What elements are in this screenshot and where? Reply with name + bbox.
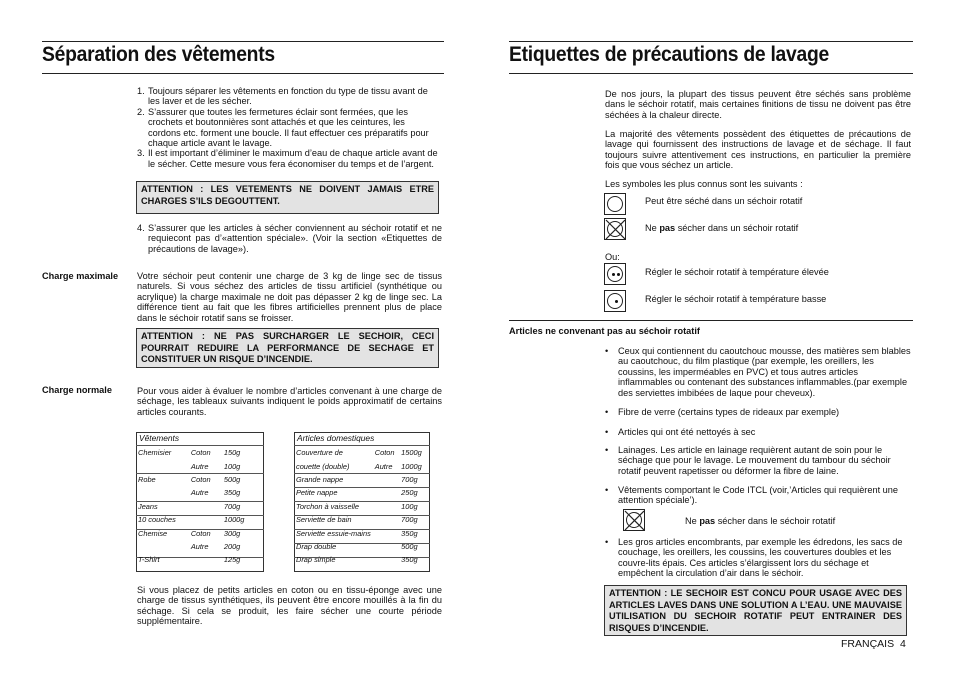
table-row: Drap simple 350g — [296, 555, 418, 565]
preparation-list — [137, 86, 440, 169]
table-row: Autre 200g — [190, 541, 241, 551]
table-row: Torchon à vaisselle 100g — [296, 501, 418, 511]
symbols-intro: Les symboles les plus connus sont les suivants : — [605, 179, 803, 189]
table-row: Robe Coton 500g — [138, 474, 241, 484]
table-row: Drap double 500g — [296, 541, 418, 551]
table-row: Autre 100g — [190, 461, 241, 471]
charge-normal-label: Charge normale — [42, 385, 112, 395]
warning-overload: ATTENTION : NE PAS SURCHARGER LE SECHOIR, CECI POURRAIT REDUIRE LA PERFORMANCE DE SECHAGE ET CONSTITUER UN RISQUE D’INCENDIE. — [136, 328, 439, 368]
table-row: Petite nappe 250g — [296, 488, 418, 498]
table-row: Couverture de Coton 1500g — [296, 448, 422, 458]
table-row: Serviette essuie-mains 350g — [296, 528, 418, 538]
ou-label: Ou: — [605, 252, 620, 262]
table-row: Chemisier Coton 150g — [138, 448, 241, 458]
household-table-body — [294, 446, 430, 567]
symbol-desc-low: Régler le séchoir rotatif à température basse — [645, 294, 827, 304]
left-title-rule — [42, 41, 444, 42]
table-row: Autre 350g — [190, 488, 241, 498]
table-row: T-Shirt 125g — [138, 555, 241, 565]
clothes-table-header: Vêtements — [139, 433, 180, 443]
no-tumble-dry-icon — [623, 509, 645, 531]
left-title-underline — [42, 73, 444, 74]
right-title-rule — [509, 41, 913, 42]
table-row: 10 couches 1000g — [138, 515, 245, 525]
intro-text: De nos jours, la plupart des tissus peuvent être séchés sans problème dans le séchoir rotatif, mais certaines finitions de tissu ne doivent pas être séchées à la chaleur directe. — [605, 89, 911, 120]
symbol-desc-ok: Peut être séché dans un séchoir rotatif — [645, 196, 803, 206]
table-row: couette (double) Autre 1000g — [296, 461, 422, 471]
table-row: Chemise Coton 300g — [138, 528, 241, 538]
left-page-title: Séparation des vêtements — [42, 43, 275, 66]
table-row: Grande nappe 700g — [296, 474, 418, 484]
symbol-desc-no-2: Ne pas sécher dans le séchoir rotatif — [685, 516, 836, 526]
warning-dripping: ATTENTION : LES VETEMENTS NE DOIVENT JAMAIS ETRE CHARGES S’ILS DEGOUTTENT. — [136, 181, 439, 214]
warning-usage: ATTENTION : LE SECHOIR EST CONCU POUR USAGE AVEC DES ARTICLES LAVES DANS UNE SOLUTION A L’EAU. UNE MAUVAISE UTILISATION DU SECHOIR ROTATIF PEUT ENTRAINER DES RISQUES D’INCENDIE. — [604, 585, 907, 636]
charge-max-label: Charge maximale — [42, 271, 119, 281]
tumble-dry-ok-icon — [604, 193, 626, 215]
table-row: Jeans 700g — [138, 501, 241, 511]
table-row: Serviette de bain 700g — [296, 515, 418, 525]
page-footer: FRANÇAIS 4 — [841, 638, 906, 650]
low-temp-icon — [604, 290, 626, 312]
no-tumble-dry-icon — [604, 218, 626, 240]
section-rule — [509, 320, 913, 321]
symbol-desc-high: Régler le séchoir rotatif à température élevée — [645, 267, 829, 277]
charge-normal-text: Pour vous aider à évaluer le nombre d’articles convenant à une charge de séchage, les tableaux suivants indiquent le poids approximatif de certains articles courants. — [137, 386, 442, 417]
high-temp-icon — [604, 263, 626, 285]
list-item: 1. Toujours séparer les vêtements en fonction du type de tissu avant de les laver et de les sécher. — [137, 86, 428, 107]
page-number: 4 — [899, 638, 906, 650]
charge-max-text: Votre séchoir peut contenir une charge de 3 kg de linge sec de tissus naturels. Si vous séchez des articles de tissu artificiel (synthétique ou acrylique) la charge maximale ne doit pas dépasser 2 kg de linge sec. La différence tient au fait que les fibres artificielles prennent plus de place dans le séchoir rotatif sans se froisser. — [137, 271, 442, 323]
right-title-underline — [509, 73, 913, 74]
list-item: 3. Il est important d’éliminer le maximum d’eau de chaque article avant de le sécher. Cette mesure vous fera économiser du temps et de l’argent. — [137, 148, 438, 169]
list-item: 2. S’assurer que toutes les fermetures éclair sont fermées, que les crochets et boutonnières sont attachés et que les ceintures, les cordons etc. forment une boucle. Il faut effectuer ces préparatifs pour chaque article avant le lavage. — [137, 106, 429, 149]
closing-text: Si vous placez de petits articles en coton ou en tissu-éponge avec une charge de tissus synthétiques, ils peuvent être encore mouillés à la fin du séchage. Si cela se produit, les faire sécher une courte période supplémentaire. — [137, 585, 442, 627]
unsuitable-heading: Articles ne convenant pas au séchoir rotatif — [509, 326, 700, 336]
symbol-desc-no: Ne pas sécher dans un séchoir rotatif — [645, 223, 799, 233]
household-table-header: Articles domestiques — [297, 433, 375, 443]
list-item-4: 4. S’assurer que les articles à sécher conviennent au séchoir rotatif et ne requiecont pas d’«attention spéciale». (Voir la section «Etiquettes de précautions de lavage»). — [137, 223, 442, 254]
labels-text: La majorité des vêtements possèdent des étiquettes de précautions de lavage qui fournissent des instructions de lavage et de séchage. Il faut toujours suivre attentivement ces instructions, en particulier la première fois que vous séchez un article. — [605, 129, 911, 171]
clothes-table-body — [136, 446, 264, 567]
right-page-title: Etiquettes de précautions de lavage — [509, 43, 829, 66]
